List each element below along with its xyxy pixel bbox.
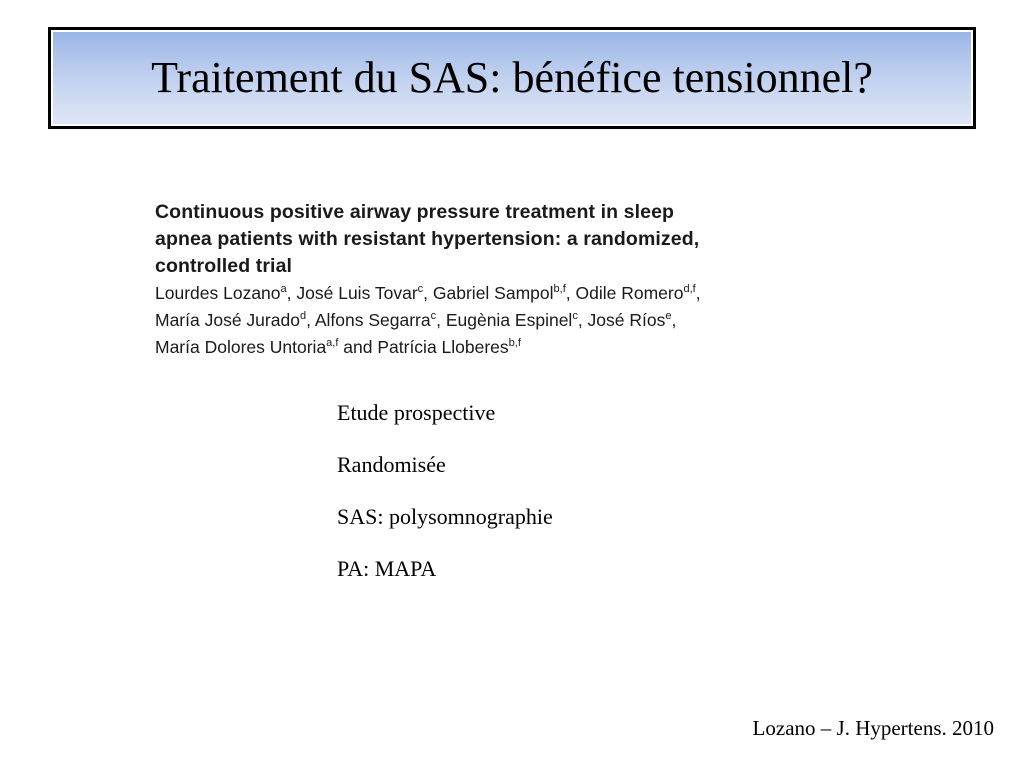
author-name: Gabriel Sampol bbox=[432, 283, 554, 303]
slide-title: Traitement du SAS: bénéfice tensionnel? bbox=[151, 53, 873, 102]
author-line bbox=[155, 334, 915, 361]
list-item-bp-measurement: PA: MAPA bbox=[337, 556, 437, 581]
study-features-list bbox=[337, 402, 553, 610]
author-separator: and bbox=[338, 337, 378, 357]
author-name: José Ríos bbox=[587, 310, 666, 330]
author-affiliation: e bbox=[665, 310, 672, 322]
paper-title-line: Continuous positive airway pressure treatment in sleep bbox=[155, 201, 675, 223]
author-name: José Luis Tovar bbox=[296, 283, 418, 303]
author-list bbox=[155, 280, 915, 361]
author-separator: , bbox=[436, 310, 446, 330]
author-line bbox=[155, 307, 915, 334]
author-name: Odile Romero bbox=[575, 283, 684, 303]
author-name: Alfons Segarra bbox=[314, 310, 431, 330]
author-name: María Dolores Untoria bbox=[155, 337, 327, 357]
author-affiliation: b,f bbox=[508, 337, 521, 349]
author-separator: , bbox=[671, 310, 677, 330]
author-separator: , bbox=[423, 283, 433, 303]
author-affiliation: b,f bbox=[553, 283, 566, 295]
author-separator: , bbox=[286, 283, 297, 303]
citation: Lozano – J. Hypertens. 2010 bbox=[752, 716, 994, 740]
author-affiliation: d,f bbox=[683, 283, 696, 295]
paper-title-line: apnea patients with resistant hypertension: a randomized, bbox=[155, 228, 700, 250]
author-line bbox=[155, 280, 915, 307]
slide-title-box bbox=[48, 27, 976, 129]
author-affiliation: a bbox=[280, 283, 287, 295]
author-affiliation: c bbox=[572, 310, 578, 322]
author-separator: , bbox=[695, 283, 701, 303]
paper-title bbox=[155, 199, 915, 280]
author-name: Eugènia Espinel bbox=[445, 310, 573, 330]
author-affiliation: c bbox=[417, 283, 424, 295]
author-name: Lourdes Lozano bbox=[155, 283, 281, 303]
slide-title-panel bbox=[51, 30, 973, 126]
author-separator: , bbox=[565, 283, 576, 303]
author-affiliation: a,f bbox=[326, 337, 339, 349]
paper-header bbox=[155, 199, 915, 361]
author-separator: , bbox=[577, 310, 588, 330]
author-affiliation: c bbox=[430, 310, 437, 322]
list-item-randomization: Randomisée bbox=[337, 452, 446, 477]
author-name: María José Jurado bbox=[155, 310, 300, 330]
author-affiliation: d bbox=[299, 310, 307, 322]
list-item-sas-diagnosis: SAS: polysomnographie bbox=[337, 504, 553, 529]
author-separator: , bbox=[306, 310, 315, 330]
list-item-study-type: Etude prospective bbox=[337, 400, 496, 425]
author-name: Patrícia Lloberes bbox=[377, 337, 509, 357]
paper-title-line: controlled trial bbox=[155, 255, 293, 277]
